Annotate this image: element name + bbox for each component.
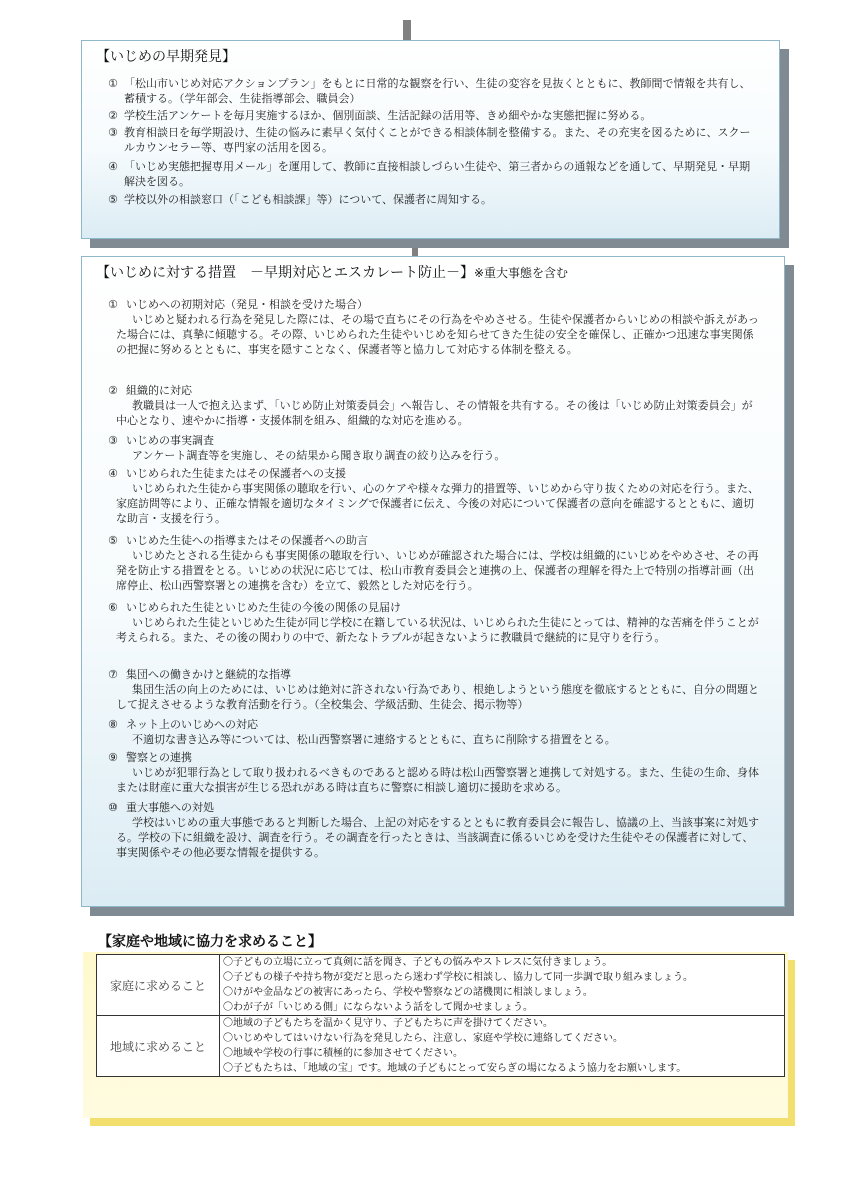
detection-item-text: 「いじめ実態把握専用メール」を運用して、教師に直接相談しづらい生徒や、第三者からの通報などを通して、早期発見・早期解決を図る。 [124, 160, 751, 188]
measure-item-body: いじめられた生徒から事実関係の聴取を行い、心のケアや様々な弾力的措置等、いじめから守り抜くための対応を行う。また、家庭訪問等により、正確な情報を適切なタイミングで保護者に伝え、今後の対応について保護者の意向を確認するとともに、適切な助言・支援を行う。 [116, 482, 759, 525]
community-request-4: 〇子どもたちは、「地域の宝」です。地域の子どもにとって安らぎの場になるよう協力をお願いします。 [223, 1063, 687, 1074]
measure-item-3 [108, 433, 763, 463]
measure-item-body: 教職員は一人で抱え込まず、「いじめ防止対策委員会」へ報告し、その情報を共有する。その後は「いじめ防止対策委員会」が中心となり、速やかに指導・支援体制を組み、組織的な対応を進める。 [116, 399, 753, 427]
measure-item-number: ① [108, 298, 118, 311]
detection-item-number: ③ [108, 126, 118, 139]
detection-item-3 [108, 125, 758, 155]
community-request-3: 〇地域や学校の行事に積極的に参加させてください。 [223, 1048, 463, 1059]
serious-incident-note: ※重大事態を含む [474, 266, 569, 280]
home-request-3: 〇けがや金品などの被害にあったら、学校や警察などの諸機関に相談しましょう。 [223, 987, 593, 998]
detection-item-1 [108, 76, 758, 106]
measure-item-body: いじめられた生徒といじめた生徒が同じ学校に在籍している状況は、いじめられた生徒にとっては、精神的な苦痛を伴うことが考えられる。また、その後の関わりの中で、新たなトラブルが起きないように教職員で継続的に見守りを行う。 [116, 616, 759, 644]
measure-item-10 [108, 800, 763, 860]
measure-item-body: いじめたとされる生徒からも事実関係の聴取を行い、いじめが確認された場合には、学校は組織的にいじめをやめさせ、その再発を防止する措置をとる。いじめの状況に応じては、松山市教育委員会と連携の上、保護者の理解を得た上で特別の指導計画（出席停止、松山西警察署との連携を含む）を立て、毅然とした対応を行う。 [116, 549, 759, 592]
measure-item-heading: いじめた生徒への指導またはその保護者への助言 [126, 534, 368, 547]
measure-item-number: ⑦ [108, 668, 118, 681]
measure-item-heading: いじめへの初期対応（発見・相談を受けた場合） [126, 298, 368, 311]
detection-item-number: ① [108, 77, 118, 90]
measure-item-body: 学校はいじめの重大事態であると判断した場合、上記の対応をするとともに教育委員会に報告し、協議の上、当該事案に対処する。学校の下に組織を設け、調査を行う。その調査を行ったときは、当該調査に係るいじめを受けた生徒やその保護者に対して、事実関係やその他必要な情報を提供する。 [116, 816, 759, 859]
measure-item-number: ⑩ [108, 801, 118, 814]
measure-item-9 [108, 750, 763, 795]
measure-item-body: アンケート調査等を実施し、その結果から聞き取り調査の絞り込みを行う。 [132, 449, 506, 462]
early-detection-title: 【いじめの早期発見】 [96, 49, 236, 65]
measure-item-heading: いじめられた生徒といじめた生徒の今後の関係の見届け [126, 601, 401, 614]
detection-item-number: ⑤ [108, 193, 118, 206]
measure-item-body: いじめと疑われる行為を発見した際には、その場で直ちにその行為をやめさせる。生徒や保護者からいじめの相談や訴えがあった場合には、真摯に傾聴する。その際、いじめられた生徒やいじめを知らせてきた生徒の安全を確保し、正確かつ迅速な事実関係の把握に努めるとともに、事実を隠すことなく、保護者等と協力して対応する体制を整える。 [116, 313, 759, 356]
cooperation-table [96, 954, 785, 1077]
detection-item-5 [108, 192, 758, 207]
measure-item-body: 不適切な書き込み等については、松山西警察署に連絡するとともに、直ちに削除する措置をとる。 [132, 733, 616, 746]
detection-item-text: 「松山市いじめ対応アクションプラン」をもとに日常的な観察を行い、生徒の変容を見抜くとともに、教師間で情報を共有し、蓄積する。（学年部会、生徒指導部会、職員会） [124, 77, 751, 105]
measure-item-1 [108, 297, 763, 357]
cooperation-title: 【家庭や地域に協力を求めること】 [98, 934, 322, 950]
community-request-2: 〇いじめやしてはいけない行為を発見したら、注意し、家庭や学校に連絡してください。 [223, 1033, 623, 1044]
measure-item-number: ④ [108, 467, 118, 480]
measure-item-8 [108, 717, 763, 747]
home-request-4: 〇わが子が「いじめる側」にならないよう話をして聞かせましょう。 [223, 1002, 533, 1013]
measure-item-body: 集団生活の向上のためには、いじめは絶対に許されない行為であり、根絶しようという態度を徹底するとともに、自分の問題として捉えさせるような教育活動を行う。（全校集会、学級活動、生徒会、掲示物等） [116, 683, 759, 711]
home-label: 家庭に求めること [97, 955, 220, 1016]
response-measures-panel [81, 256, 785, 907]
home-request-1: 〇子どもの立場に立って真剣に話を聞き、子どもの悩みやストレスに気付きましょう。 [223, 957, 613, 968]
measure-item-heading: ネット上のいじめへの対応 [126, 718, 258, 731]
measure-item-heading: 組織的に対応 [126, 384, 192, 397]
home-request-2: 〇子どもの様子や持ち物が変だと思ったら迷わず学校に相談し、協力して同一歩調で取り組みましょう。 [223, 972, 693, 983]
community-row [97, 1016, 785, 1077]
measure-item-heading: いじめられた生徒またはその保護者への支援 [126, 467, 346, 480]
community-requests [220, 1016, 785, 1077]
measure-item-number: ⑤ [108, 534, 118, 547]
detection-item-text: 学校以外の相談窓口（「こども相談課」等）について、保護者に周知する。 [124, 193, 493, 206]
measure-item-heading: 警察との連携 [126, 751, 192, 764]
measure-item-body: いじめが犯罪行為として取り扱われるべきものであると認める時は松山西警察署と連携して対処する。また、生徒の生命、身体または財産に重大な損害が生じる恐れがある時は直ちに警察に相談し適切に援助を求める。 [116, 766, 759, 794]
home-requests [220, 955, 785, 1016]
response-measures-title [96, 264, 568, 282]
measure-item-number: ② [108, 384, 118, 397]
measure-item-5 [108, 533, 763, 593]
community-request-1: 〇地域の子どもたちを温かく見守り、子どもたちに声を掛けてください。 [223, 1018, 553, 1029]
response-measures-title-text: 【いじめに対する措置 －早期対応とエスカレート防止－】 [96, 265, 474, 281]
detection-item-2 [108, 108, 758, 123]
measure-item-2 [108, 383, 763, 428]
measure-item-7 [108, 667, 763, 712]
measure-item-number: ⑧ [108, 718, 118, 731]
detection-item-number: ④ [108, 160, 118, 173]
detection-item-text: 学校生活アンケートを毎月実施するほか、個別面談、生活記録の活用等、きめ細やかな実態把握に努める。 [124, 109, 652, 122]
measure-item-number: ③ [108, 434, 118, 447]
community-label: 地域に求めること [97, 1016, 220, 1077]
measure-item-6 [108, 600, 763, 645]
measure-item-number: ⑥ [108, 601, 118, 614]
measure-item-number: ⑨ [108, 751, 118, 764]
detection-item-4 [108, 159, 758, 189]
detection-item-text: 教育相談日を毎学期設け、生徒の悩みに素早く気付くことができる相談体制を整備する。また、その充実を図るために、スクールカウンセラー等、専門家の活用を図る。 [124, 126, 751, 154]
home-row [97, 955, 785, 1016]
measure-item-heading: 重大事態への対処 [126, 801, 214, 814]
early-detection-panel [81, 40, 780, 239]
measure-item-heading: 集団への働きかけと継続的な指導 [126, 668, 291, 681]
measure-item-4 [108, 466, 763, 526]
detection-item-number: ② [108, 109, 118, 122]
measure-item-heading: いじめの事実調査 [126, 434, 214, 447]
